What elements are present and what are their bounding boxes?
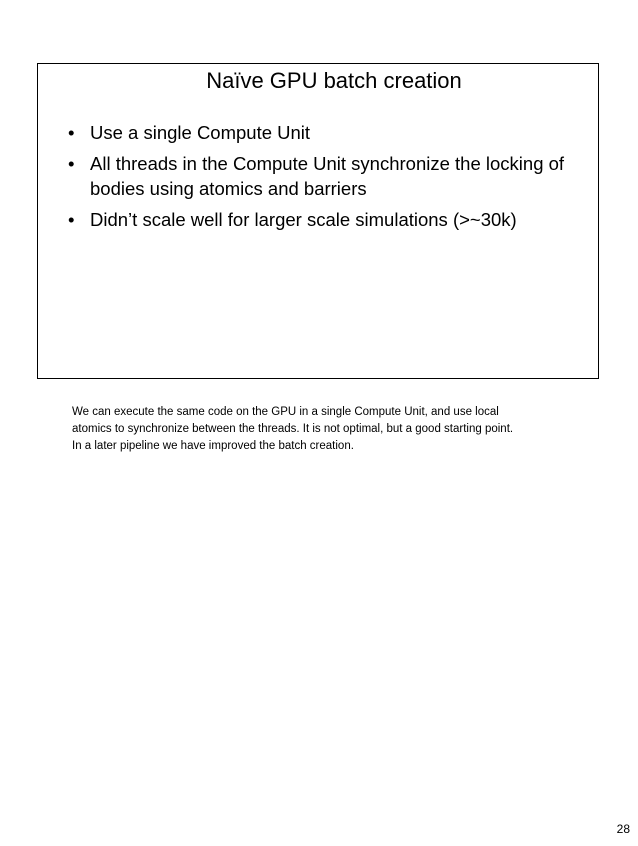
bullet-text: Didn’t scale well for larger scale simulations (>~30k) xyxy=(90,209,517,230)
notes-line: We can execute the same code on the GPU in a single Compute Unit, and use local xyxy=(72,406,499,418)
slide-frame xyxy=(37,63,599,379)
notes-line: In a later pipeline we have improved the batch creation. xyxy=(72,440,354,452)
page-number: 28 xyxy=(616,822,630,836)
bullet-dot: • xyxy=(68,209,75,230)
bullet-text: All threads in the Compute Unit synchronize the locking of bodies using atomics and barriers xyxy=(90,153,565,199)
slide-title: Naïve GPU batch creation xyxy=(206,68,462,93)
bullet-list xyxy=(64,120,584,238)
notes-line: atomics to synchronize between the threads. It is not optimal, but a good starting point. xyxy=(72,423,514,435)
bullet-dot: • xyxy=(68,122,75,143)
bullet-dot: • xyxy=(68,153,75,174)
bullet-item xyxy=(64,120,584,145)
speaker-notes xyxy=(72,404,572,455)
bullet-text: Use a single Compute Unit xyxy=(90,122,311,143)
bullet-item xyxy=(64,151,584,201)
bullet-item xyxy=(64,207,584,232)
